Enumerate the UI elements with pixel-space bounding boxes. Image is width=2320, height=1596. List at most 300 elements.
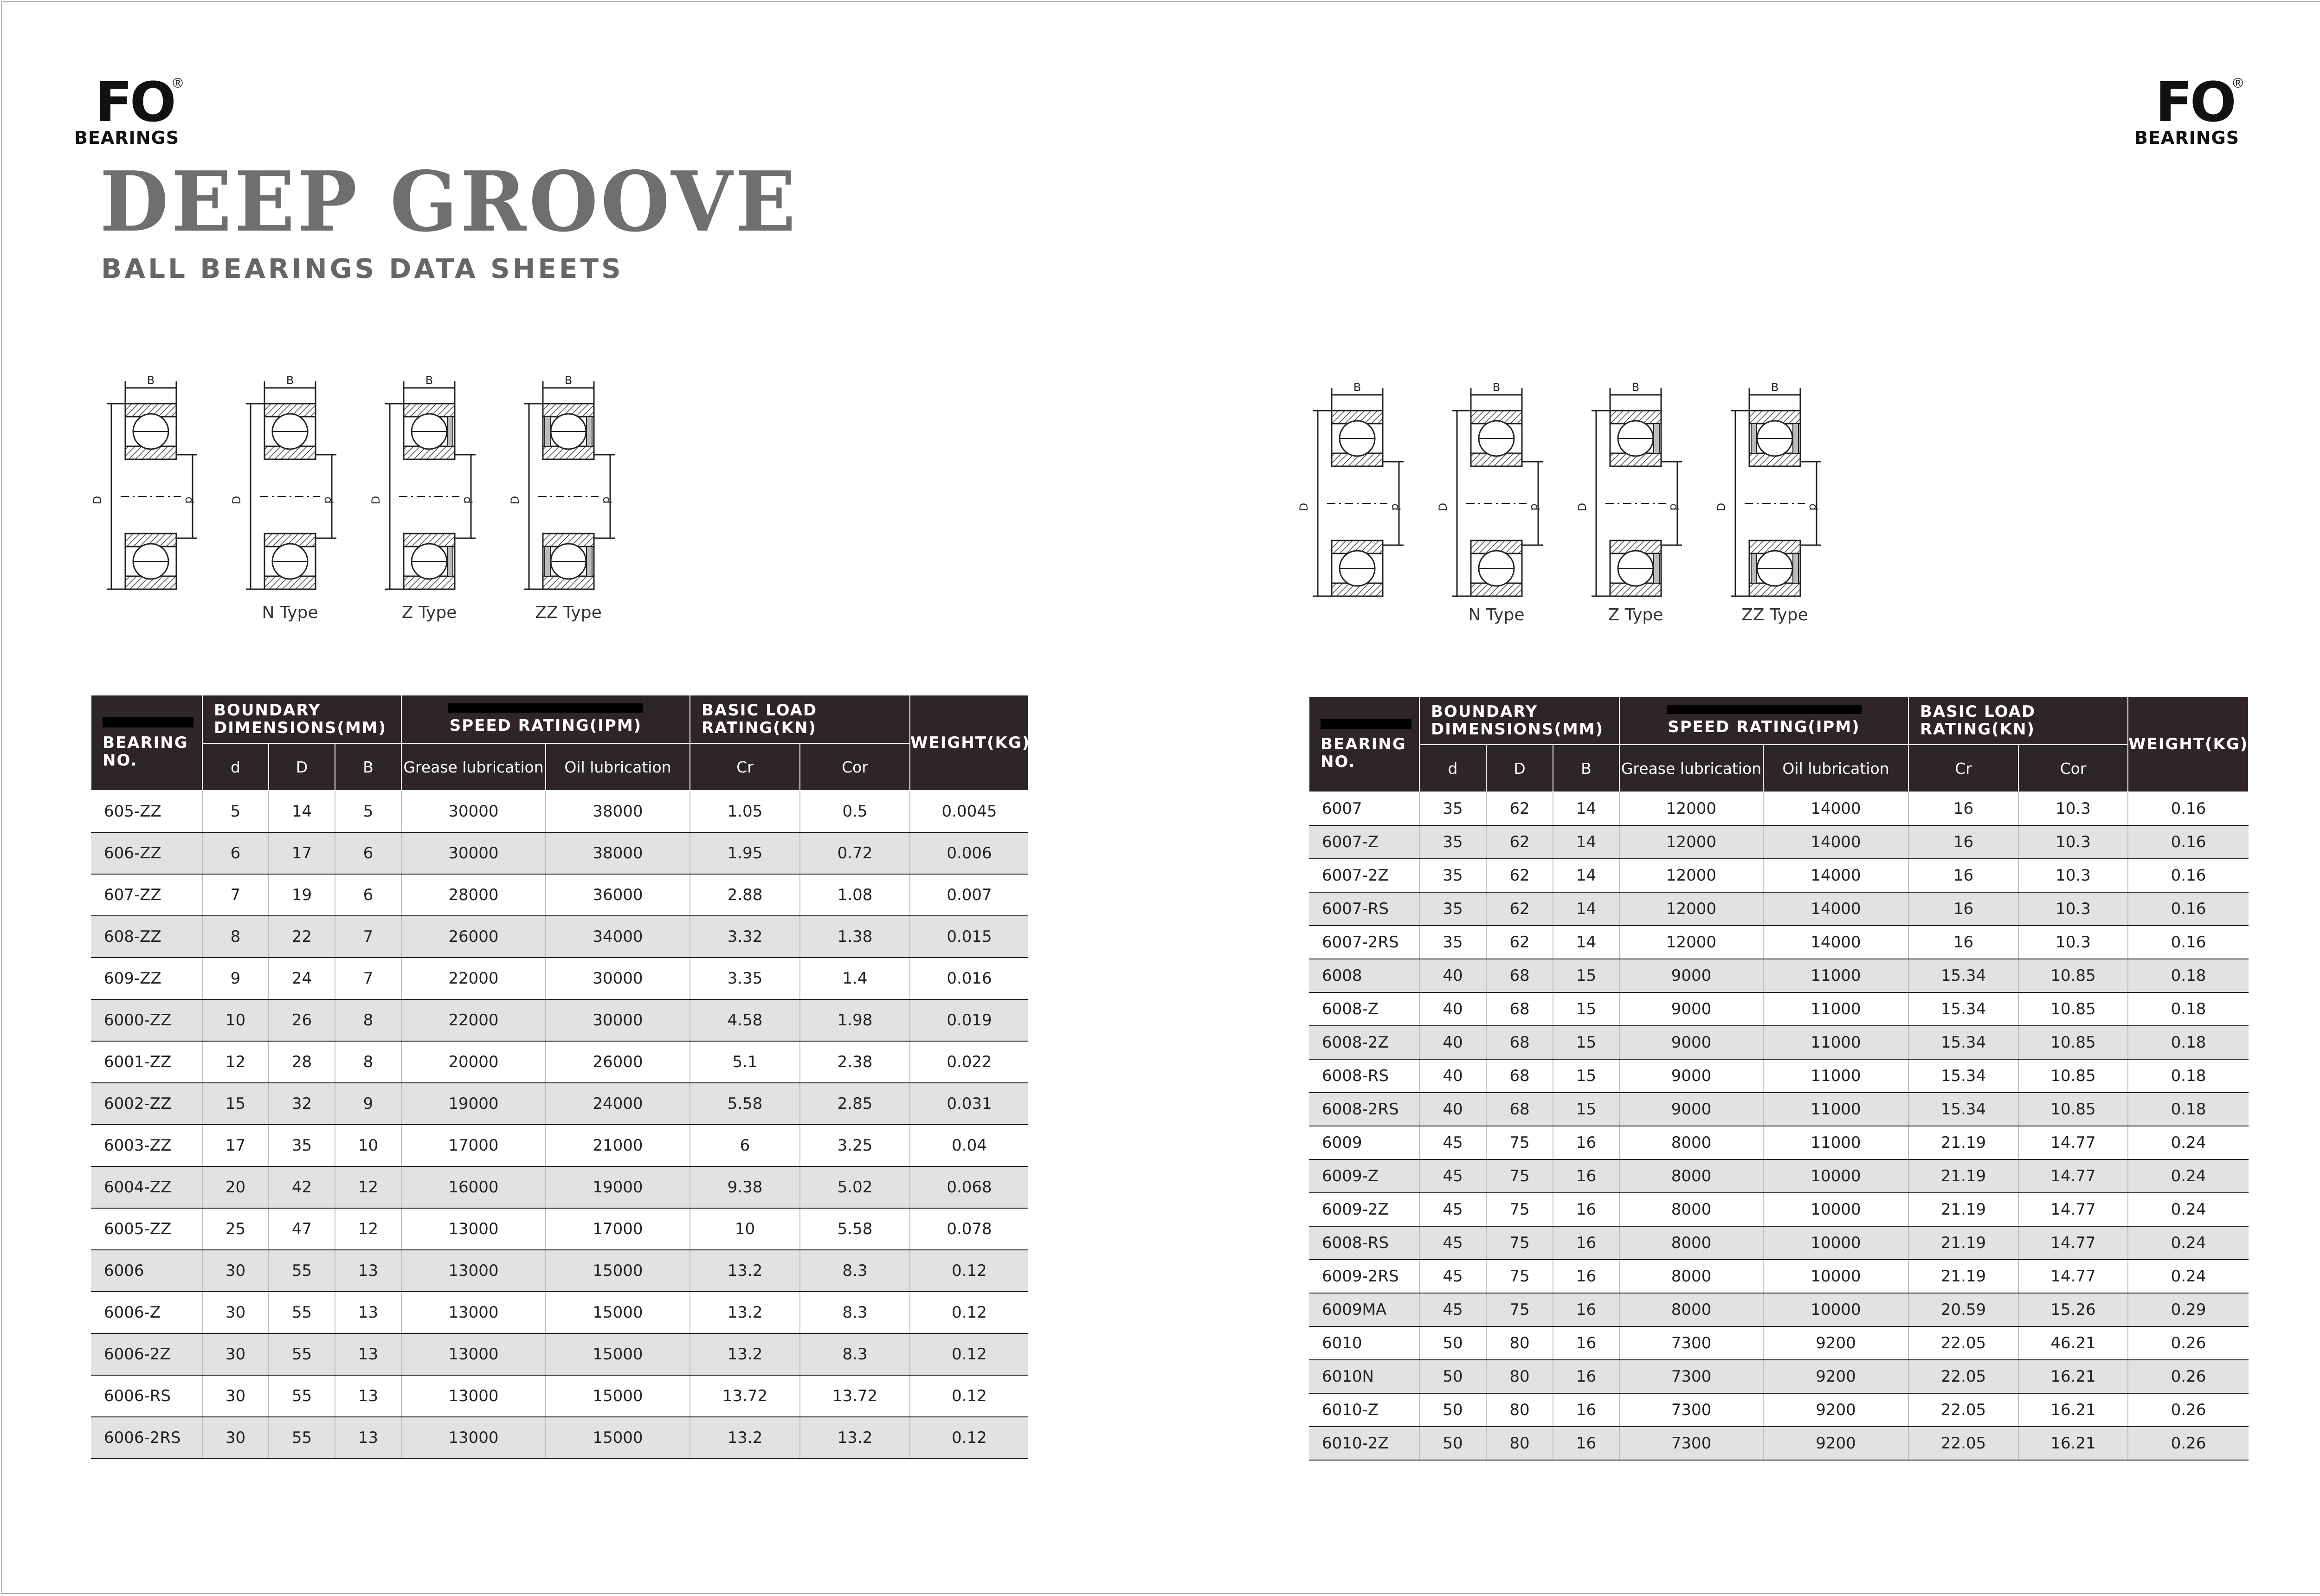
bearing-diagrams-right [1299, 378, 1902, 638]
bearing-type-label: N Type [1468, 605, 1525, 624]
cell-load-cr: 21.19 [1908, 1126, 2018, 1159]
cell-load-cor: 14.77 [2018, 1226, 2128, 1260]
cell-outer-D: 80 [1486, 1326, 1553, 1360]
cell-load-cr: 13.72 [690, 1375, 800, 1417]
table-row [91, 916, 1028, 958]
cell-oil-speed: 17000 [546, 1208, 690, 1250]
shield [586, 417, 592, 446]
cell-grease-speed: 9000 [1619, 959, 1763, 992]
cell-oil-speed: 38000 [546, 791, 690, 832]
cell-load-cor: 15.26 [2018, 1293, 2128, 1326]
cell-bearing-no: 6001-ZZ [91, 1041, 202, 1083]
cell-weight: 0.16 [2128, 892, 2249, 926]
cell-outer-D: 26 [269, 999, 335, 1041]
shield [586, 547, 592, 576]
cell-load-cr: 2.88 [690, 874, 800, 916]
shield [1654, 424, 1659, 453]
cell-load-cor: 3.25 [800, 1125, 910, 1166]
bearing-race [1749, 411, 1800, 466]
cell-grease-speed: 13000 [401, 1375, 546, 1417]
cell-width-B: 13 [335, 1250, 401, 1292]
cell-oil-speed: 10000 [1763, 1159, 1908, 1193]
cell-bearing-no: 6006-Z [91, 1292, 202, 1333]
cell-load-cr: 16 [1908, 792, 2018, 825]
shield [545, 417, 550, 446]
cell-outer-D: 80 [1486, 1393, 1553, 1427]
cell-inner-d: 12 [202, 1041, 269, 1083]
dim-label-D: D [509, 496, 522, 505]
cell-inner-d: 8 [202, 916, 269, 958]
dim-label-d: d [1528, 503, 1541, 511]
dim-label-d: d [322, 496, 335, 504]
cell-oil-speed: 30000 [546, 999, 690, 1041]
cell-oil-speed: 36000 [546, 874, 690, 916]
cell-grease-speed: 22000 [401, 958, 546, 999]
cell-load-cr: 13.2 [690, 1250, 800, 1292]
cell-weight: 0.18 [2128, 1026, 2249, 1059]
cell-weight: 0.022 [910, 1041, 1028, 1083]
cell-weight: 0.016 [910, 958, 1028, 999]
header-accent-bar [1321, 719, 1411, 729]
cell-outer-D: 80 [1486, 1360, 1553, 1393]
subheader-oil-lubrication: Oil lubrication [546, 743, 690, 791]
cell-bearing-no: 609-ZZ [91, 958, 202, 999]
cell-grease-speed: 30000 [401, 832, 546, 874]
cell-oil-speed: 26000 [546, 1041, 690, 1083]
cell-load-cr: 13.2 [690, 1417, 800, 1459]
cell-inner-d: 7 [202, 874, 269, 916]
table-row [1309, 1293, 2249, 1326]
dim-label-d: d [461, 496, 474, 504]
bearing-race [1471, 541, 1522, 596]
cell-weight: 0.18 [2128, 1093, 2249, 1126]
cell-weight: 0.16 [2128, 859, 2249, 892]
cell-grease-speed: 7300 [1619, 1393, 1763, 1427]
cell-width-B: 14 [1553, 892, 1619, 926]
dim-label-B: B [286, 374, 294, 387]
cell-oil-speed: 15000 [546, 1250, 690, 1292]
cell-weight: 0.26 [2128, 1326, 2249, 1360]
cell-inner-d: 35 [1419, 792, 1486, 825]
cell-bearing-no: 6007-2RS [1309, 926, 1419, 959]
cell-inner-d: 30 [202, 1375, 269, 1417]
cell-load-cr: 21.19 [1908, 1226, 2018, 1260]
cell-oil-speed: 24000 [546, 1083, 690, 1125]
cell-inner-d: 40 [1419, 1059, 1486, 1093]
cell-bearing-no: 6006 [91, 1250, 202, 1292]
dim-label-D: D [1576, 502, 1589, 512]
cell-inner-d: 9 [202, 958, 269, 999]
cell-weight: 0.24 [2128, 1260, 2249, 1293]
cell-outer-D: 62 [1486, 892, 1553, 926]
cell-weight: 0.16 [2128, 792, 2249, 825]
table-row [1309, 1059, 2249, 1093]
dim-label-D: D [230, 496, 243, 505]
table-row [91, 1333, 1028, 1375]
cell-grease-speed: 13000 [401, 1292, 546, 1333]
cell-grease-speed: 12000 [1619, 792, 1763, 825]
cell-outer-D: 80 [1486, 1427, 1553, 1460]
cell-outer-D: 75 [1486, 1260, 1553, 1293]
table-row [91, 1083, 1028, 1125]
cell-width-B: 15 [1553, 1026, 1619, 1059]
cell-bearing-no: 6007-Z [1309, 825, 1419, 859]
cell-inner-d: 45 [1419, 1126, 1486, 1159]
cell-oil-speed: 9200 [1763, 1360, 1908, 1393]
cell-inner-d: 35 [1419, 859, 1486, 892]
cell-load-cor: 16.21 [2018, 1393, 2128, 1427]
bearing-race [404, 534, 455, 589]
dim-label-B: B [1771, 381, 1779, 394]
cell-bearing-no: 6000-ZZ [91, 999, 202, 1041]
registered-mark: ® [173, 76, 183, 91]
cell-outer-D: 22 [269, 916, 335, 958]
cell-load-cor: 13.2 [800, 1417, 910, 1459]
cell-outer-D: 55 [269, 1375, 335, 1417]
cell-grease-speed: 22000 [401, 999, 546, 1041]
cell-load-cr: 10 [690, 1208, 800, 1250]
dim-label-d: d [600, 496, 613, 504]
table-row [1309, 1360, 2249, 1393]
cell-weight: 0.24 [2128, 1126, 2249, 1159]
bearing-race [404, 404, 455, 459]
shield [1793, 553, 1798, 583]
cell-grease-speed: 16000 [401, 1166, 546, 1208]
cell-outer-D: 62 [1486, 825, 1553, 859]
header-basic-load-rating: BASIC LOAD RATING(KN) [690, 695, 910, 743]
cell-outer-D: 17 [269, 832, 335, 874]
cell-load-cr: 13.2 [690, 1292, 800, 1333]
cell-load-cor: 10.85 [2018, 1026, 2128, 1059]
cell-grease-speed: 26000 [401, 916, 546, 958]
cell-width-B: 16 [1553, 1293, 1619, 1326]
cell-load-cor: 10.3 [2018, 892, 2128, 926]
cell-weight: 0.007 [910, 874, 1028, 916]
cell-inner-d: 30 [202, 1292, 269, 1333]
cell-width-B: 6 [335, 874, 401, 916]
dim-label-B: B [1353, 381, 1361, 394]
cell-width-B: 12 [335, 1208, 401, 1250]
cell-load-cor: 5.58 [800, 1208, 910, 1250]
spec-table-left [90, 695, 1029, 1459]
bearing-cross-section [1437, 381, 1543, 596]
cell-inner-d: 40 [1419, 992, 1486, 1026]
cell-weight: 0.019 [910, 999, 1028, 1041]
cell-inner-d: 50 [1419, 1326, 1486, 1360]
bearing-race [1332, 541, 1383, 596]
cell-load-cor: 8.3 [800, 1250, 910, 1292]
table-row [91, 1041, 1028, 1083]
cell-bearing-no: 6006-2RS [91, 1417, 202, 1459]
table-row [1309, 992, 2249, 1026]
cell-inner-d: 30 [202, 1333, 269, 1375]
cell-load-cr: 16 [1908, 825, 2018, 859]
cell-inner-d: 45 [1419, 1260, 1486, 1293]
cell-outer-D: 75 [1486, 1226, 1553, 1260]
cell-oil-speed: 9200 [1763, 1393, 1908, 1427]
dim-label-B: B [1631, 381, 1640, 394]
cell-oil-speed: 14000 [1763, 926, 1908, 959]
cell-load-cr: 4.58 [690, 999, 800, 1041]
cell-load-cr: 22.05 [1908, 1427, 2018, 1460]
table-row [1309, 1260, 2249, 1293]
cell-width-B: 16 [1553, 1159, 1619, 1193]
cell-load-cor: 10.85 [2018, 992, 2128, 1026]
cell-grease-speed: 8000 [1619, 1193, 1763, 1226]
table-row [1309, 1093, 2249, 1126]
cell-outer-D: 47 [269, 1208, 335, 1250]
dim-label-d: d [1389, 503, 1402, 511]
cell-load-cor: 1.38 [800, 916, 910, 958]
cell-bearing-no: 6008 [1309, 959, 1419, 992]
subheader-cr: Cr [690, 743, 800, 791]
subheader-B: B [1553, 745, 1619, 792]
cell-load-cr: 15.34 [1908, 1059, 2018, 1093]
cell-bearing-no: 6008-RS [1309, 1059, 1419, 1093]
cell-load-cr: 13.2 [690, 1333, 800, 1375]
cell-grease-speed: 8000 [1619, 1126, 1763, 1159]
logo-right [2134, 72, 2260, 155]
cell-inner-d: 30 [202, 1417, 269, 1459]
cell-load-cor: 1.08 [800, 874, 910, 916]
cell-load-cor: 10.3 [2018, 859, 2128, 892]
cell-load-cr: 16 [1908, 926, 2018, 959]
cell-width-B: 10 [335, 1125, 401, 1166]
page-title: DEEP GROOVE [100, 153, 799, 250]
cell-inner-d: 6 [202, 832, 269, 874]
table-row [91, 999, 1028, 1041]
subheader-grease-lubrication: Grease lubrication [1619, 745, 1763, 792]
cell-bearing-no: 6007-RS [1309, 892, 1419, 926]
cell-weight: 0.26 [2128, 1427, 2249, 1460]
cell-weight: 0.24 [2128, 1226, 2249, 1260]
cell-bearing-no: 6010 [1309, 1326, 1419, 1360]
cell-oil-speed: 9200 [1763, 1427, 1908, 1460]
cell-width-B: 15 [1553, 1059, 1619, 1093]
cell-load-cor: 10.85 [2018, 1059, 2128, 1093]
cell-inner-d: 40 [1419, 1093, 1486, 1126]
cell-weight: 0.0045 [910, 791, 1028, 832]
cell-inner-d: 30 [202, 1250, 269, 1292]
subheader-D: D [1486, 745, 1553, 792]
cell-grease-speed: 8000 [1619, 1159, 1763, 1193]
bearing-race [1471, 411, 1522, 466]
table-row [91, 832, 1028, 874]
bearing-cross-section [1297, 381, 1404, 596]
cell-grease-speed: 13000 [401, 1250, 546, 1292]
cell-width-B: 16 [1553, 1126, 1619, 1159]
cell-load-cr: 16 [1908, 859, 2018, 892]
cell-load-cor: 10.85 [2018, 1093, 2128, 1126]
page-subtitle: BALL BEARINGS DATA SHEETS [101, 253, 624, 284]
cell-grease-speed: 17000 [401, 1125, 546, 1166]
cell-load-cor: 2.85 [800, 1083, 910, 1125]
bearing-type-label: Z Type [1608, 605, 1663, 624]
cell-weight: 0.04 [910, 1125, 1028, 1166]
cell-bearing-no: 6005-ZZ [91, 1208, 202, 1250]
subheader-cor: Cor [2018, 745, 2128, 792]
cell-load-cor: 5.02 [800, 1166, 910, 1208]
cell-width-B: 6 [335, 832, 401, 874]
cell-load-cor: 10.3 [2018, 825, 2128, 859]
cell-load-cor: 10.3 [2018, 926, 2128, 959]
bearing-cross-section [1576, 381, 1682, 596]
cell-grease-speed: 9000 [1619, 992, 1763, 1026]
cell-grease-speed: 9000 [1619, 1093, 1763, 1126]
cell-width-B: 16 [1553, 1260, 1619, 1293]
cell-grease-speed: 9000 [1619, 1026, 1763, 1059]
cell-grease-speed: 28000 [401, 874, 546, 916]
header-weight: WEIGHT(KG) [2128, 696, 2249, 792]
cell-bearing-no: 6007 [1309, 792, 1419, 825]
cell-load-cr: 15.34 [1908, 992, 2018, 1026]
cell-oil-speed: 15000 [546, 1333, 690, 1375]
shield [545, 547, 550, 576]
cell-grease-speed: 7300 [1619, 1427, 1763, 1460]
cell-grease-speed: 13000 [401, 1208, 546, 1250]
cell-outer-D: 75 [1486, 1293, 1553, 1326]
cell-oil-speed: 19000 [546, 1166, 690, 1208]
cell-inner-d: 40 [1419, 1026, 1486, 1059]
cell-width-B: 13 [335, 1417, 401, 1459]
cell-outer-D: 68 [1486, 1059, 1553, 1093]
subheader-D: D [269, 743, 335, 791]
cell-bearing-no: 6006-2Z [91, 1333, 202, 1375]
logo-brand-name: BEARINGS [2134, 128, 2240, 148]
subheader-oil-lubrication: Oil lubrication [1763, 745, 1908, 792]
cell-load-cr: 3.32 [690, 916, 800, 958]
cell-bearing-no: 6003-ZZ [91, 1125, 202, 1166]
bearing-cross-section [230, 374, 336, 589]
cell-load-cor: 8.3 [800, 1333, 910, 1375]
cell-grease-speed: 13000 [401, 1333, 546, 1375]
header-boundary-dimensions: BOUNDARY DIMENSIONS(MM) [202, 695, 401, 743]
cell-oil-speed: 9200 [1763, 1326, 1908, 1360]
cell-inner-d: 35 [1419, 892, 1486, 926]
cell-load-cr: 9.38 [690, 1166, 800, 1208]
cell-oil-speed: 11000 [1763, 1093, 1908, 1126]
cell-oil-speed: 14000 [1763, 825, 1908, 859]
cell-weight: 0.12 [910, 1417, 1028, 1459]
cell-weight: 0.18 [2128, 1059, 2249, 1093]
cell-outer-D: 62 [1486, 859, 1553, 892]
cell-load-cr: 22.05 [1908, 1326, 2018, 1360]
cell-grease-speed: 7300 [1619, 1360, 1763, 1393]
cell-inner-d: 50 [1419, 1360, 1486, 1393]
dim-label-d: d [1668, 503, 1681, 511]
table-row [91, 1417, 1028, 1459]
header-weight: WEIGHT(KG) [910, 695, 1028, 791]
logo-left [74, 72, 200, 155]
cell-width-B: 9 [335, 1083, 401, 1125]
cell-load-cor: 10.3 [2018, 792, 2128, 825]
subheader-B: B [335, 743, 401, 791]
cell-oil-speed: 10000 [1763, 1260, 1908, 1293]
bearing-race [543, 404, 594, 459]
cell-bearing-no: 6008-2Z [1309, 1026, 1419, 1059]
cell-load-cor: 13.72 [800, 1375, 910, 1417]
table-row [1309, 959, 2249, 992]
cell-width-B: 7 [335, 958, 401, 999]
cell-oil-speed: 34000 [546, 916, 690, 958]
cell-inner-d: 45 [1419, 1226, 1486, 1260]
cell-grease-speed: 20000 [401, 1041, 546, 1083]
cell-weight: 0.18 [2128, 959, 2249, 992]
cell-load-cr: 22.05 [1908, 1360, 2018, 1393]
cell-bearing-no: 608-ZZ [91, 916, 202, 958]
cell-weight: 0.26 [2128, 1393, 2249, 1427]
cell-bearing-no: 607-ZZ [91, 874, 202, 916]
cell-inner-d: 17 [202, 1125, 269, 1166]
header-accent-bar [103, 717, 193, 727]
table-row [91, 1166, 1028, 1208]
bearing-diagrams-left [93, 371, 650, 631]
cell-weight: 0.12 [910, 1375, 1028, 1417]
bearing-diagram-svg [1299, 378, 1902, 610]
subheader-cor: Cor [800, 743, 910, 791]
cell-inner-d: 35 [1419, 825, 1486, 859]
cell-inner-d: 45 [1419, 1159, 1486, 1193]
cell-outer-D: 28 [269, 1041, 335, 1083]
cell-load-cr: 21.19 [1908, 1193, 2018, 1226]
cell-width-B: 14 [1553, 859, 1619, 892]
cell-oil-speed: 21000 [546, 1125, 690, 1166]
cell-oil-speed: 30000 [546, 958, 690, 999]
table-row [1309, 1393, 2249, 1427]
cell-width-B: 16 [1553, 1427, 1619, 1460]
subheader-grease-lubrication: Grease lubrication [401, 743, 546, 791]
cell-outer-D: 55 [269, 1250, 335, 1292]
cell-load-cr: 3.35 [690, 958, 800, 999]
cell-inner-d: 45 [1419, 1193, 1486, 1226]
table-row [91, 958, 1028, 999]
table-row [91, 1125, 1028, 1166]
cell-load-cor: 8.3 [800, 1292, 910, 1333]
cell-grease-speed: 13000 [401, 1417, 546, 1459]
cell-load-cr: 21.19 [1908, 1159, 2018, 1193]
cell-bearing-no: 6009 [1309, 1126, 1419, 1159]
cell-width-B: 15 [1553, 992, 1619, 1026]
table-row [1309, 1159, 2249, 1193]
dim-label-B: B [147, 374, 155, 387]
bearing-race [125, 534, 176, 589]
table-row [1309, 859, 2249, 892]
cell-load-cor: 2.38 [800, 1041, 910, 1083]
cell-load-cor: 14.77 [2018, 1159, 2128, 1193]
table-row [91, 1375, 1028, 1417]
cell-oil-speed: 15000 [546, 1292, 690, 1333]
cell-bearing-no: 605-ZZ [91, 791, 202, 832]
cell-inner-d: 45 [1419, 1293, 1486, 1326]
bearing-cross-section [1715, 381, 1821, 596]
cell-load-cr: 15.34 [1908, 1026, 2018, 1059]
cell-outer-D: 14 [269, 791, 335, 832]
bearing-type-label: N Type [262, 603, 318, 622]
cell-load-cr: 21.19 [1908, 1260, 2018, 1293]
cell-inner-d: 50 [1419, 1393, 1486, 1427]
shield [1793, 424, 1798, 453]
cell-load-cor: 10.85 [2018, 959, 2128, 992]
cell-outer-D: 75 [1486, 1126, 1553, 1159]
shield [447, 417, 453, 446]
cell-width-B: 16 [1553, 1226, 1619, 1260]
cell-grease-speed: 9000 [1619, 1059, 1763, 1093]
header-speed-rating: SPEED RATING(IPM) [401, 695, 690, 743]
bearing-cross-section [369, 374, 476, 589]
dim-label-d: d [183, 496, 196, 504]
cell-grease-speed: 30000 [401, 791, 546, 832]
cell-width-B: 15 [1553, 1093, 1619, 1126]
